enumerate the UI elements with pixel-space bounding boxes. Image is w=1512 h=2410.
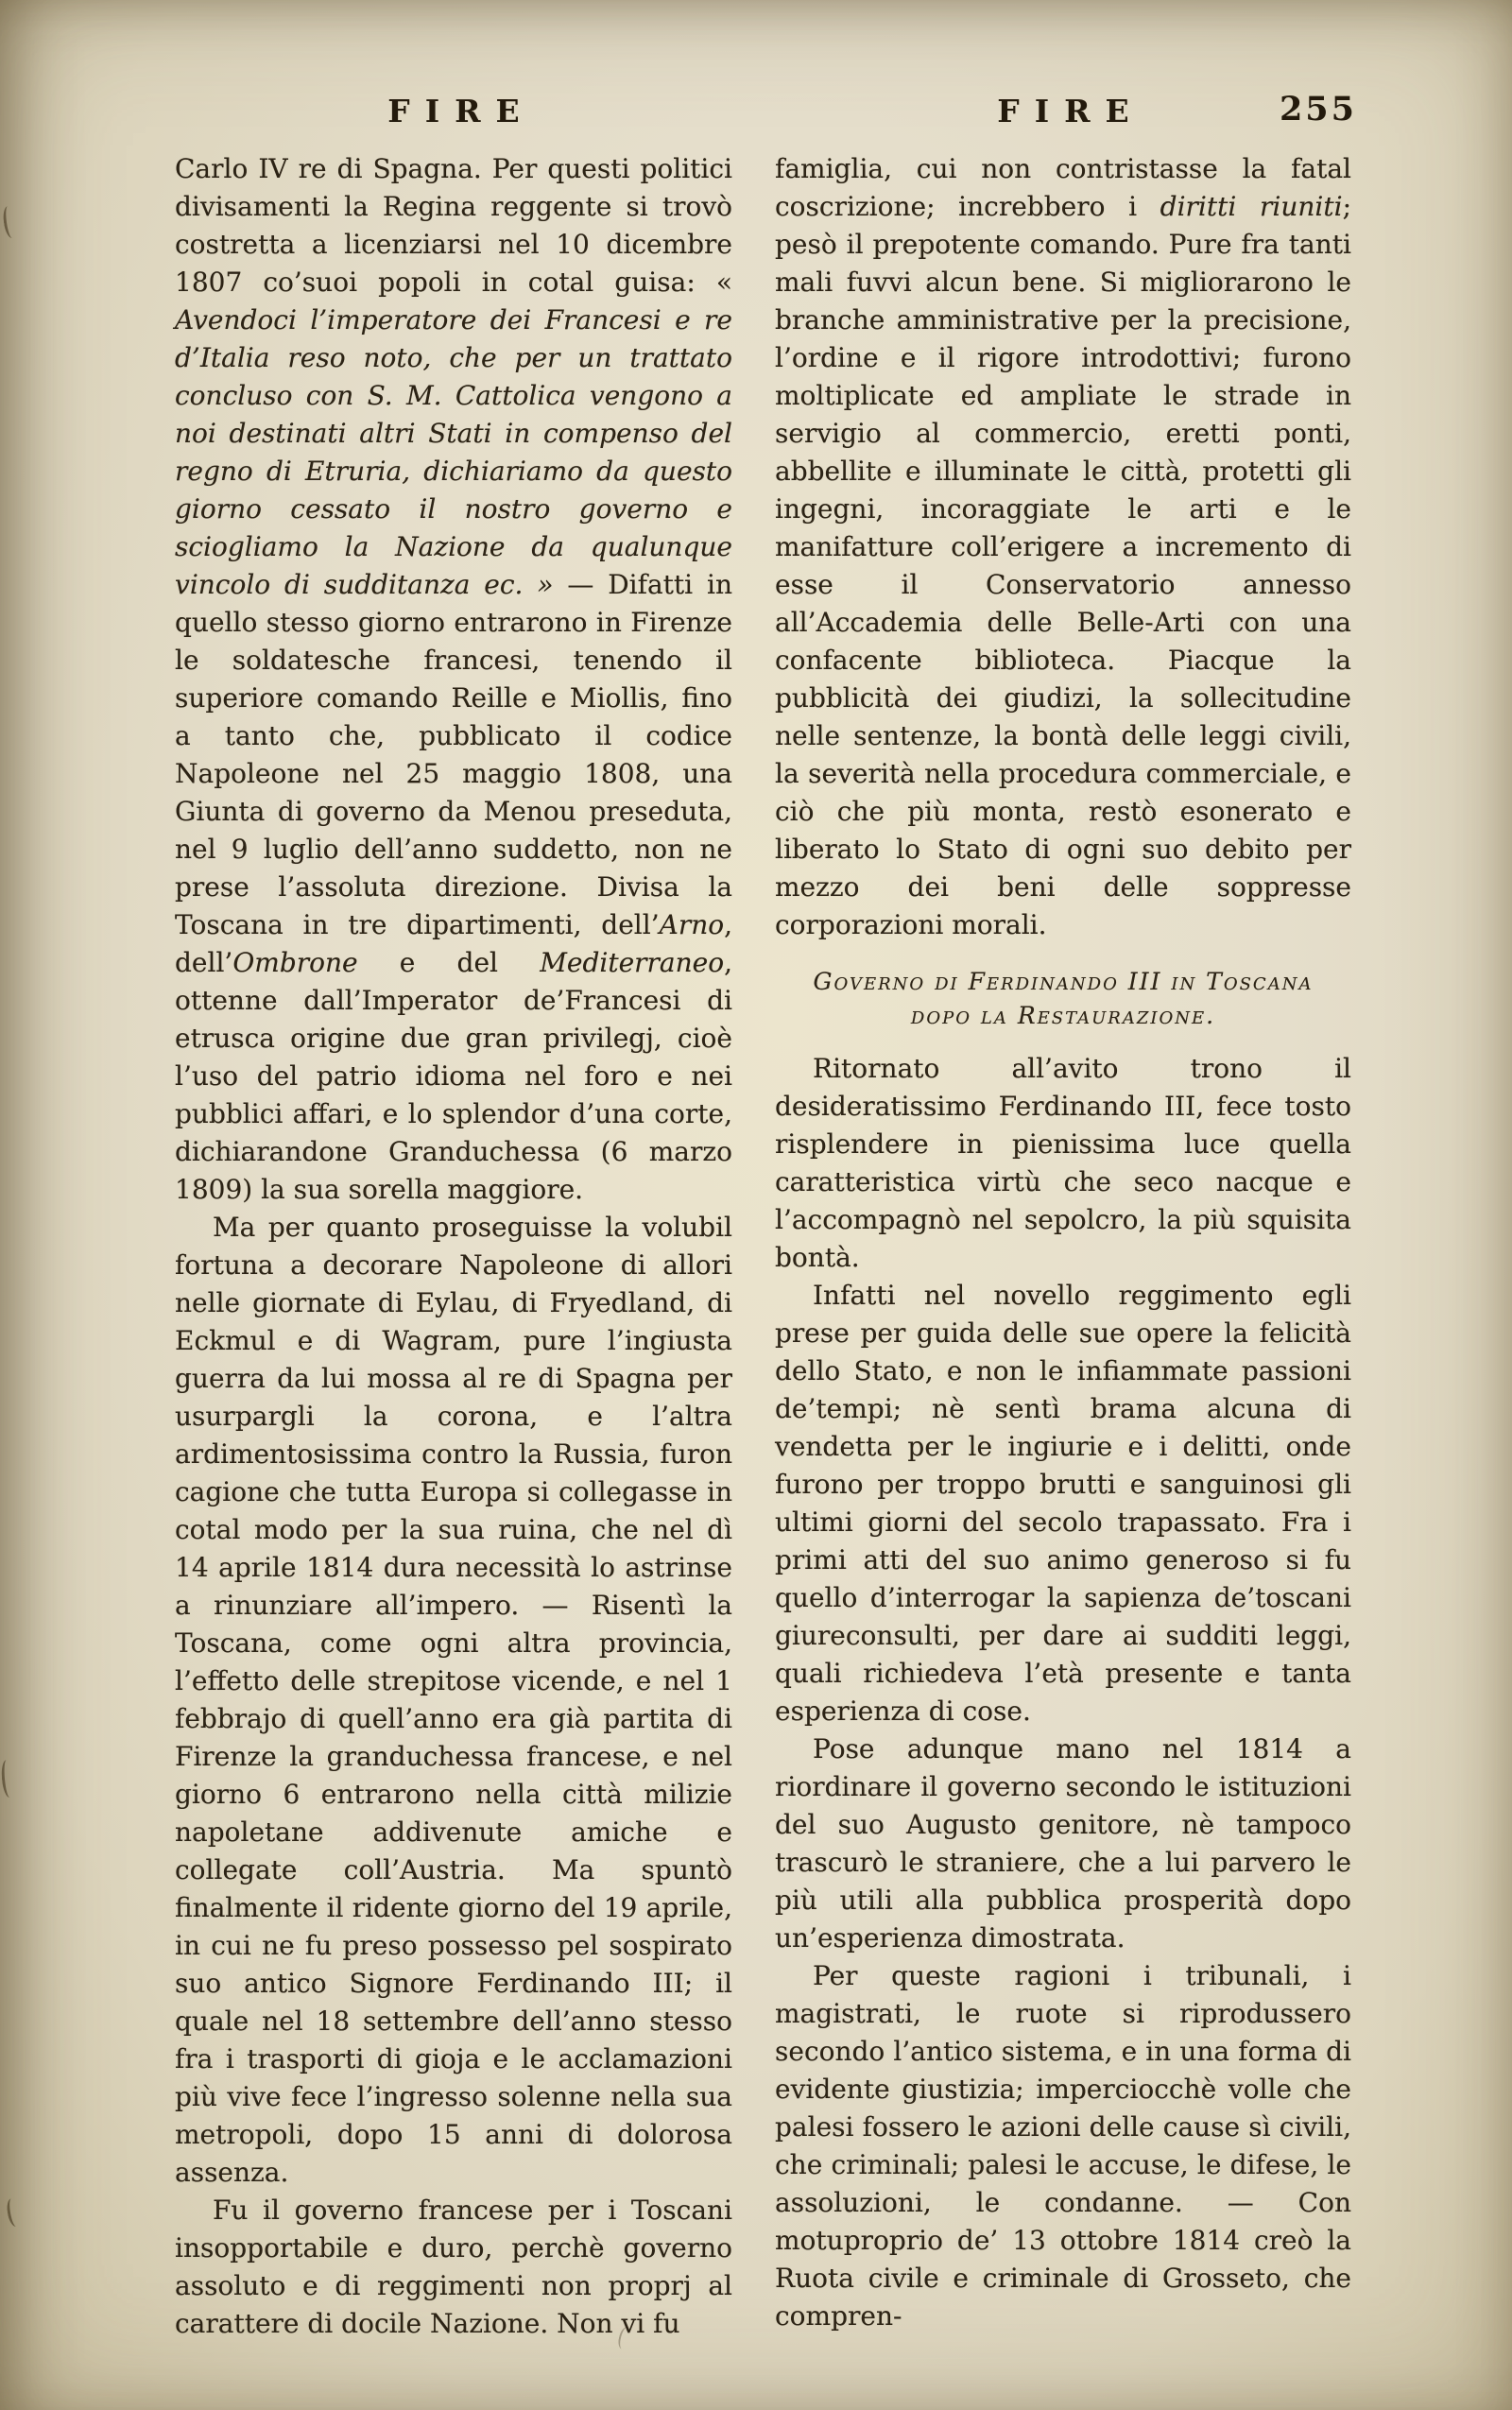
page-number: 255 xyxy=(1279,90,1357,129)
running-head-right: FIRE xyxy=(997,93,1144,129)
text-run: Ritornato all’avito trono il desideratissimo Ferdinando III, fece tosto risplendere in pienissima luce quella caratteristica virtù che seco nacque e l’accompagnò nel sepolcro, la più squisita bontà. xyxy=(775,1053,1351,1273)
left-column xyxy=(175,150,732,2343)
text-run: famiglia, cui non contristasse la fatal coscrizione; increbbero i xyxy=(775,153,1351,222)
italic-text-run: Ombrone xyxy=(232,947,358,978)
paragraph xyxy=(175,1209,732,2192)
italic-text-run: diritti riuniti xyxy=(1160,191,1343,222)
paragraph xyxy=(775,1730,1351,1957)
section-heading xyxy=(775,965,1351,1033)
text-run: Ma per quanto proseguisse la volubil fortuna a decorare Napoleone di allori nelle giornate di Eylau, di Fryedland, di Eckmul e di Wagram, pure l’ingiusta guerra da lui mossa al re di Spagna per usurpargli la corona, e l’altra ardimentosissima contro la Russia, furon cagione che tutta Europa si collegasse in cotal modo per la sua ruina, che nel dì 14 aprile 1814 dura necessità lo astrinse a rinunziare all’impero. — Risentì la Toscana, come ogni altra provincia, l’effetto delle strepitose vicende, e nel 1 febbrajo di quell’anno era già partita di Firenze la granduchessa francese, e nel giorno 6 entrarono nella città milizie napoletane addivenute amiche e collegate coll’Austria. Ma spuntò finalmente il ridente giorno del 19 aprile, in cui ne fu preso possesso pel sospirato suo antico Signore Ferdinando III; il quale nel 18 settembre dell’anno stesso fra i trasporti di gioja e le acclamazioni più vive fece l’ingresso solenne nella sua metropoli, dopo 15 anni di dolorosa assenza. xyxy=(175,1212,732,2188)
paragraph xyxy=(775,1050,1351,1277)
page-header xyxy=(175,90,1357,129)
paragraph xyxy=(775,1957,1351,2335)
text-columns xyxy=(175,150,1351,2343)
text-run: , ottenne dall’Imperator de’Francesi di etrusca origine due gran privilegj, cioè l’uso del patrio idioma nel foro e nei pubblici affari, e lo splendor d’una corte, dichiarandone Granduchessa (6 marzo 1809) la sua sorella maggiore. xyxy=(175,947,732,1205)
text-run: — Difatti in quello stesso giorno entrarono in Firenze le soldatesche francesi, tenendo il superiore comando Reille e Miollis, fino a tanto che, pubblicato il codice Napoleone nel 25 maggio 1808, una Giunta di governo da Menou preseduta, nel 9 luglio dell’anno suddetto, non ne prese l’assoluta direzione. Divisa la Toscana in tre dipartimenti, dell’ xyxy=(175,569,732,940)
paragraph xyxy=(175,150,732,1209)
text-run: e del xyxy=(357,947,541,978)
right-column xyxy=(775,150,1351,2343)
paragraph xyxy=(775,150,1351,944)
running-head-left: FIRE xyxy=(387,93,535,129)
text-run: Pose adunque mano nel 1814 a riordinare il governo secondo le istituzioni del suo Augusto genitore, nè tampoco trascurò le straniere, che a lui parvero le più utili alla pubblica prosperità dopo un’esperienza dimostrata. xyxy=(775,1733,1351,1954)
text-run: Infatti nel novello reggimento egli prese per guida delle sue opere la felicità dello Stato, e non le infiammate passioni de’tempi; nè sentì brama alcuna di vendetta per le ingiurie e i delitti, onde furono per troppo brutti e sanguinosi gli ultimi giorni del secolo trapassato. Fra i primi atti del suo animo generoso si fu quello d’interrogar la sapienza de’toscani giureconsulti, per dare ai sudditi leggi, quali richiedeva l’età presente e tanta esperienza di cose. xyxy=(775,1280,1351,1727)
paragraph xyxy=(775,1277,1351,1730)
italic-text-run: Avendoci l’imperatore dei Francesi e re d’Italia reso noto, che per un trattato concluso con S. M. Cattolica vengono a noi destinati altri Stati in compenso del regno di Etruria, dichiariamo da questo giorno cessato il nostro governo e sciogliamo la Nazione da qualunque vincolo di sudditanza ec. » xyxy=(175,304,732,600)
text-run: Per queste ragioni i tribunali, i magistrati, le ruote si riprodussero secondo l’antico sistema, e in una forma di evidente giustizia; imperciocchè volle che palesi fossero le azioni delle cause sì civili, che criminali; palesi le accuse, le difese, le assoluzioni, le condanne. — Con motuproprio de’ 13 ottobre 1814 creò la Ruota civile e criminale di Grosseto, che compren- xyxy=(775,1960,1351,2332)
section-heading-line: Governo di Ferdinando III in Toscana xyxy=(813,968,1314,995)
paragraph xyxy=(175,2192,732,2343)
italic-text-run: Mediterraneo xyxy=(540,947,725,978)
text-run: Carlo IV re di Spagna. Per questi politici divisamenti la Regina reggente si trovò costretta a licenziarsi nel 10 dicembre 1807 co’suoi popoli in cotal guisa: « xyxy=(175,153,732,298)
italic-text-run: Arno xyxy=(659,909,725,940)
text-run: ; pesò il prepotente comando. Pure fra tanti mali fuvvi alcun bene. Si migliorarono le branche amministrative per la precisione, l’ordine e il rigore introdottivi; furono moltiplicate ed ampliate le strade in servigio al commercio, eretti ponti, abbellite e illuminate le città, protetti gli ingegni, incoraggiate le arti e le manifatture coll’erigere a incremento di esse il Conservatorio annesso all’Accademia delle Belle-Arti con una confacente biblioteca. Piacque la pubblicità dei giudizi, la sollecitudine nelle sentenze, la bontà delle leggi civili, la severità nella procedura commerciale, e ciò che più monta, restò esonerato e liberato lo Stato di ogni suo debito per mezzo dei beni delle soppresse corporazioni morali. xyxy=(775,191,1351,940)
text-run: , dell’ xyxy=(175,909,732,978)
section-heading-line: dopo la Restaurazione. xyxy=(910,1002,1216,1029)
text-run: Fu il governo francese per i Toscani insopportabile e duro, perchè governo assoluto e di reggimenti non proprj al carattere di docile Nazione. Non vi fu xyxy=(175,2195,732,2339)
